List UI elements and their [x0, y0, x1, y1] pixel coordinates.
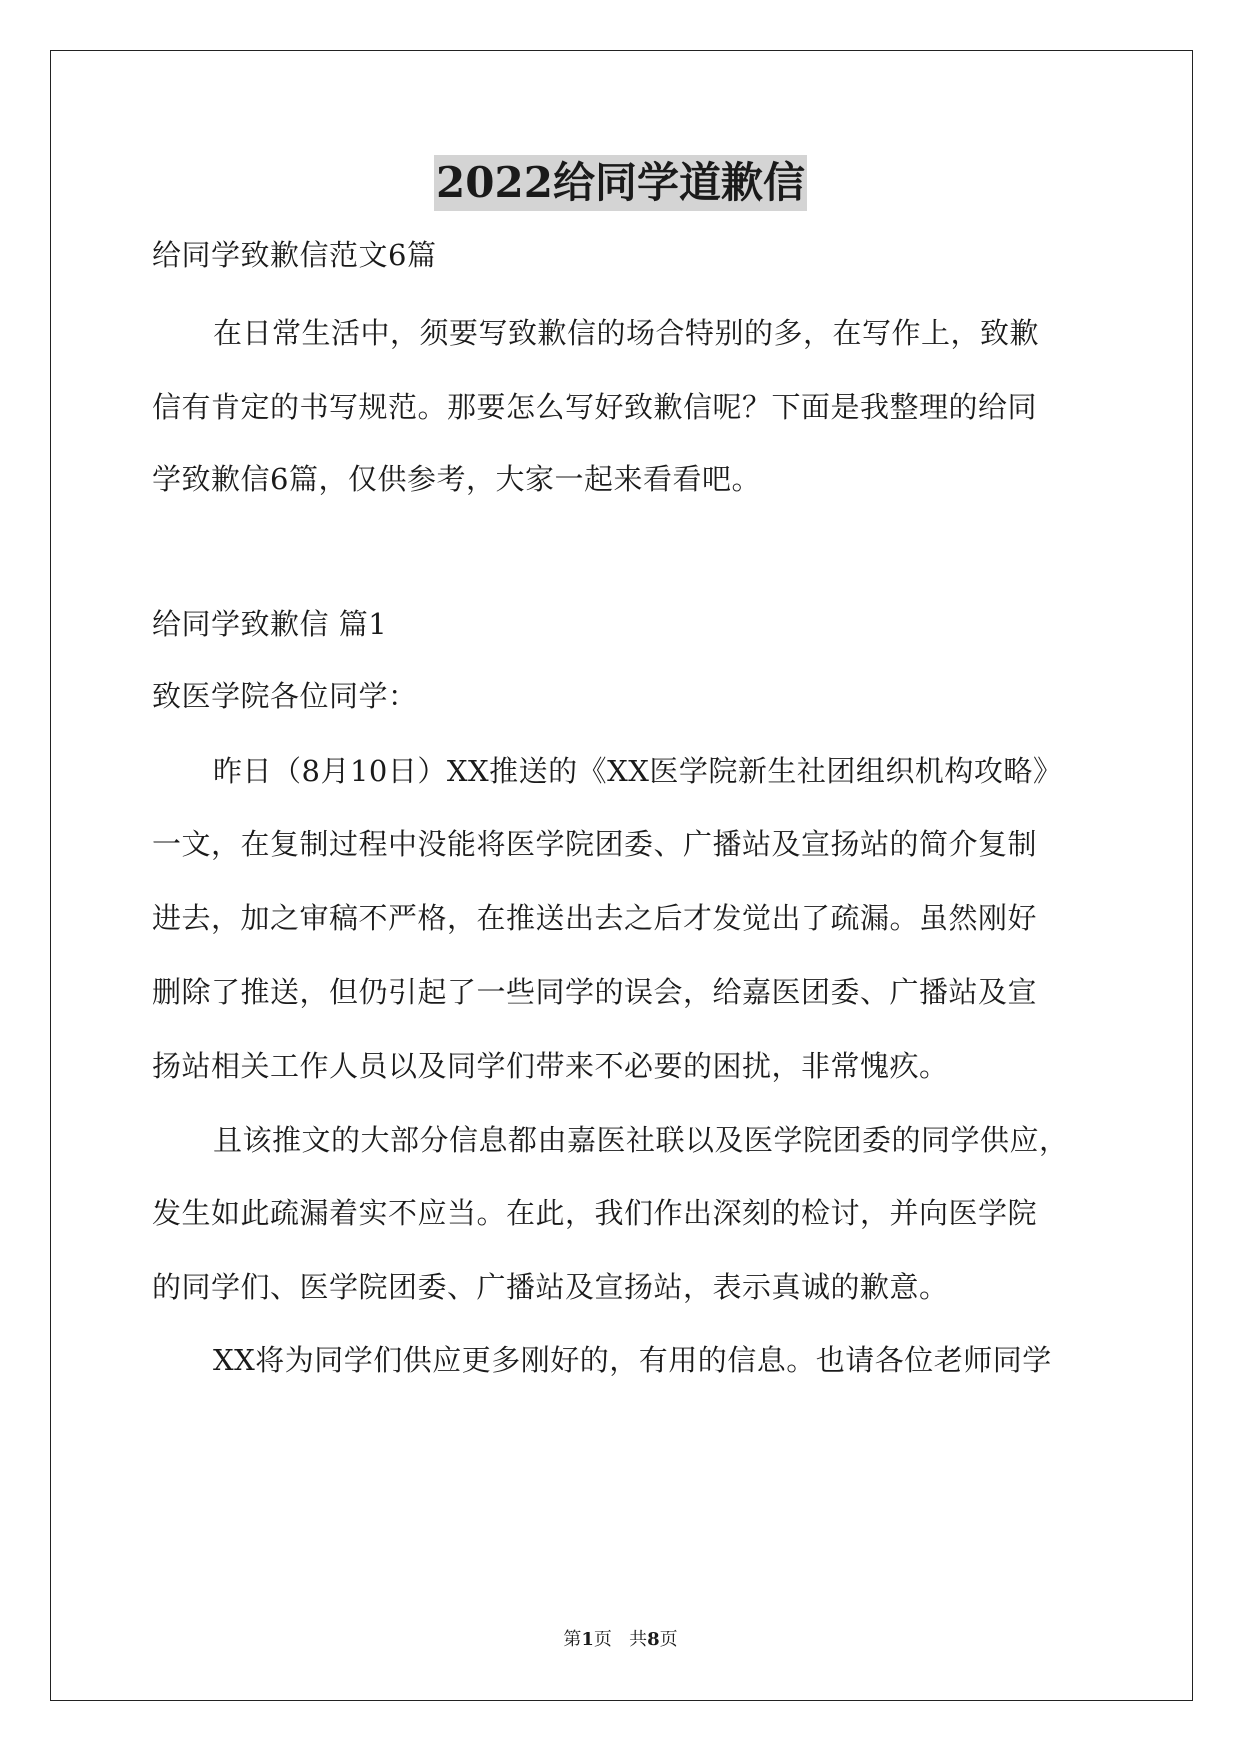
document-title: 2022给同学道歉信	[434, 155, 807, 211]
salutation: 致医学院各位同学：	[152, 679, 418, 713]
section-heading: 给同学致歉信 篇1	[152, 607, 388, 641]
intro-line: 信有肯定的书写规范。那要怎么写好致歉信呢？下面是我整理的给同	[152, 390, 1038, 424]
intro-line: 在日常生活中，须要写致歉信的场合特别的多，在写作上，致歉	[213, 316, 1040, 350]
body-line: 昨日（8月10日）XX推送的《XX医学院新生社团组织机构攻略》	[213, 754, 1063, 788]
body-line: XX将为同学们供应更多刚好的，有用的信息。也请各位老师同学	[213, 1343, 1052, 1377]
body-line: 的同学们、医学院团委、广播站及宣扬站，表示真诚的歉意。	[152, 1270, 949, 1304]
body-line: 发生如此疏漏着实不应当。在此，我们作出深刻的检讨，并向医学院	[152, 1196, 1038, 1230]
body-line: 一文，在复制过程中没能将医学院团委、广播站及宣扬站的简介复制	[152, 827, 1038, 861]
title-container	[0, 155, 1241, 211]
body-line: 扬站相关工作人员以及同学们带来不必要的困扰，非常愧疚。	[152, 1049, 949, 1083]
page-border	[50, 50, 1193, 1701]
body-line: 删除了推送，但仍引起了一些同学的误会，给嘉医团委、广播站及宣	[152, 975, 1038, 1009]
body-line: 进去，加之审稿不严格，在推送出去之后才发觉出了疏漏。虽然刚好	[152, 901, 1038, 935]
footer-page-unit: 页	[593, 1629, 612, 1650]
footer-current-page: 1	[581, 1629, 594, 1650]
page-footer	[0, 1628, 1241, 1652]
intro-line: 学致歉信6篇，仅供参考，大家一起来看看吧。	[152, 462, 761, 496]
subtitle: 给同学致歉信范文6篇	[152, 238, 437, 272]
footer-prefix: 第	[563, 1629, 582, 1650]
footer-total-prefix: 共	[629, 1629, 648, 1650]
footer-total-unit: 页	[659, 1629, 678, 1650]
body-line: 且该推文的大部分信息都由嘉医社联以及医学院团委的同学供应，	[213, 1123, 1069, 1157]
footer-total-pages: 8	[647, 1629, 660, 1650]
